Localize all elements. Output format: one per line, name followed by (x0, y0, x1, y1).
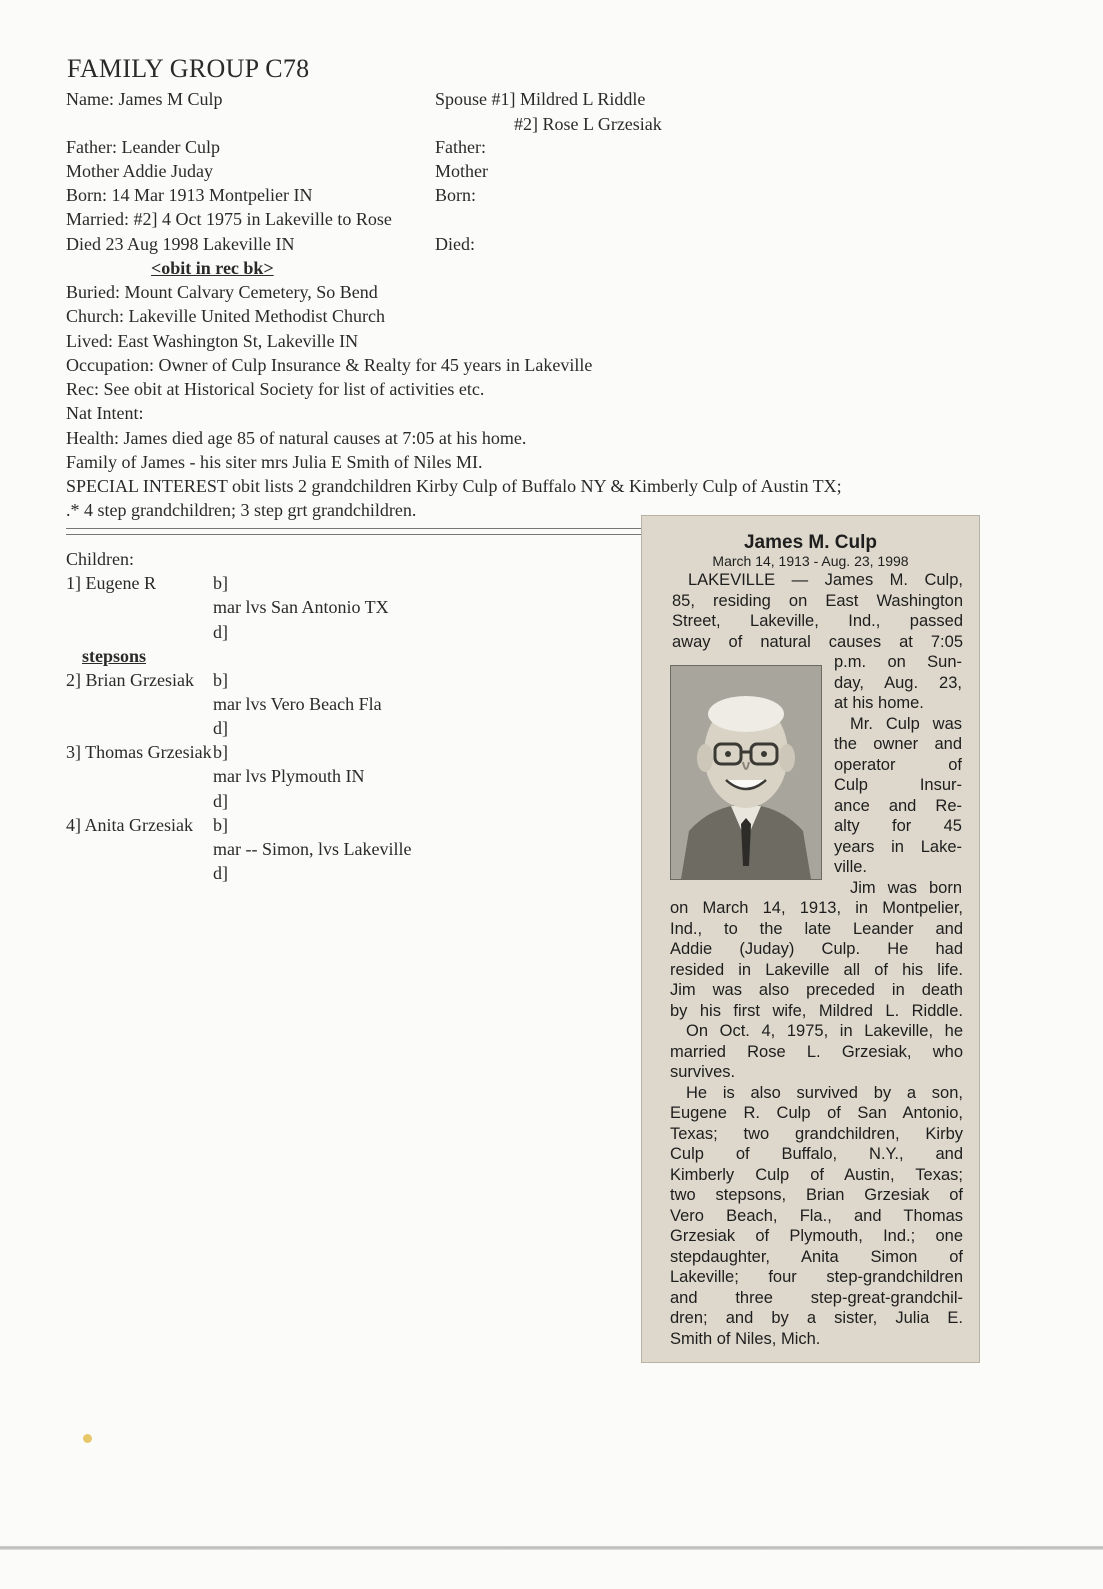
child-1-married: mar lvs San Antonio TX (213, 597, 389, 617)
side-line: alty for 45 (834, 817, 962, 835)
body-line: Texas; two grandchildren, Kirby (670, 1124, 963, 1143)
body-line: survives. (670, 1063, 736, 1081)
side-line: ance and Re- (834, 796, 962, 815)
child-3-died: d] (213, 791, 228, 811)
paper-speck (83, 1434, 92, 1443)
portrait-photo (670, 665, 822, 880)
husband-family-of: Family of James - his siter mrs Julia E Smith of Niles MI. (66, 452, 483, 472)
body-line: and three step-great-grandchil- (670, 1288, 963, 1307)
side-line: Jim was born (850, 878, 962, 897)
husband-mother: Mother Addie Juday (66, 161, 213, 181)
body-line: two stepsons, Brian Grzesiak of (670, 1186, 963, 1204)
side-line: at his home. (834, 694, 924, 712)
child-4-name: 4] Anita Grzesiak (66, 815, 193, 835)
spouse-mother: Mother (435, 161, 488, 181)
body-line: stepdaughter, Anita Simon of (670, 1247, 963, 1266)
child-3-name: 3] Thomas Grzesiak (66, 742, 212, 762)
side-line: operator of (834, 755, 962, 774)
obituary-clipping (641, 515, 980, 1363)
child-3-born: b] (213, 742, 228, 762)
body-line: by his first wife, Mildred L. Riddle. (670, 1001, 963, 1020)
section-divider (66, 528, 646, 535)
child-1-name: 1] Eugene R (66, 573, 156, 593)
obituary-dates: March 14, 1913 - Aug. 23, 1998 (712, 553, 909, 569)
page-title: FAMILY GROUP C78 (67, 54, 310, 83)
husband-lived: Lived: East Washington St, Lakeville IN (66, 331, 359, 351)
side-line: the owner and (834, 735, 962, 753)
husband-father: Father: Leander Culp (66, 137, 220, 157)
full-line: LAKEVILLE — James M. Culp, (688, 571, 963, 589)
body-line: Vero Beach, Fla., and Thomas (670, 1206, 963, 1225)
body-line: Grzesiak of Plymouth, Ind.; one (670, 1227, 963, 1245)
husband-born: Born: 14 Mar 1913 Montpelier IN (66, 185, 313, 205)
scan-edge (0, 1546, 1103, 1550)
husband-married: Married: #2] 4 Oct 1975 in Lakeville to Rose (66, 209, 392, 229)
body-line: Kimberly Culp of Austin, Texas; (670, 1165, 963, 1184)
body-line: Lakeville; four step-grandchildren (670, 1268, 963, 1286)
obituary-headline: James M. Culp (743, 532, 878, 553)
children-heading: Children: (66, 549, 134, 569)
body-line: Culp of Buffalo, N.Y., and (670, 1145, 963, 1163)
side-line: day, Aug. 23, (834, 673, 962, 692)
body-line: Addie (Juday) Culp. He had (670, 940, 963, 958)
husband-died: Died 23 Aug 1998 Lakeville IN (66, 234, 295, 254)
spouse-died: Died: (435, 234, 475, 254)
full-line: away of natural causes at 7:05 (672, 632, 963, 651)
body-line: dren; and by a sister, Julia E. (670, 1309, 963, 1327)
side-line: years in Lake- (834, 837, 962, 856)
special-interest-2: .* 4 step grandchildren; 3 step grt grandchildren. (66, 500, 417, 520)
side-line: Mr. Culp was (850, 714, 962, 733)
husband-church: Church: Lakeville United Methodist Church (66, 306, 385, 326)
obit-note: <obit in rec bk> (151, 258, 274, 278)
child-1-born: b] (213, 573, 228, 593)
husband-health: Health: James died age 85 of natural causes at 7:05 at his home. (66, 428, 527, 448)
body-line: He is also survived by a son, (686, 1083, 963, 1102)
child-4-died: d] (213, 863, 228, 883)
body-line: On Oct. 4, 1975, in Lakeville, he (686, 1022, 963, 1040)
body-line: Eugene R. Culp of San Antonio, (670, 1104, 963, 1122)
body-line: Jim was also preceded in death (670, 981, 963, 999)
child-2-married: mar lvs Vero Beach Fla (213, 694, 382, 714)
body-line: married Rose L. Grzesiak, who (670, 1042, 963, 1061)
side-line: p.m. on Sun- (834, 653, 962, 671)
husband-name: Name: James M Culp (66, 89, 223, 109)
spouse-2: #2] Rose L Grzesiak (514, 114, 662, 134)
husband-occupation: Occupation: Owner of Culp Insurance & Realty for 45 years in Lakeville (66, 355, 593, 375)
child-4-married: mar -- Simon, lvs Lakeville (213, 839, 412, 859)
child-1-died: d] (213, 622, 228, 642)
husband-nat-intent: Nat Intent: (66, 403, 144, 423)
side-line: Culp Insur- (834, 776, 962, 794)
full-line: Street, Lakeville, Ind., passed (672, 612, 963, 630)
child-3-married: mar lvs Plymouth IN (213, 766, 365, 786)
body-line: on March 14, 1913, in Montpelier, (670, 899, 963, 917)
spouse-father: Father: (435, 137, 486, 157)
special-interest: SPECIAL INTEREST obit lists 2 grandchildren Kirby Culp of Buffalo NY & Kimberly Culp of Austin TX; (66, 476, 842, 496)
full-line: 85, residing on East Washington (672, 591, 963, 610)
portrait-image (671, 666, 821, 879)
spouse-1: Spouse #1] Mildred L Riddle (435, 89, 646, 109)
side-line: ville. (834, 858, 868, 876)
spouse-born: Born: (435, 185, 477, 205)
stepsons-label: stepsons (82, 646, 147, 666)
child-2-died: d] (213, 718, 228, 738)
body-line: Smith of Niles, Mich. (670, 1329, 821, 1348)
body-line: Ind., to the late Leander and (670, 919, 963, 938)
child-2-name: 2] Brian Grzesiak (66, 670, 194, 690)
child-4-born: b] (213, 815, 228, 835)
husband-buried: Buried: Mount Calvary Cemetery, So Bend (66, 282, 378, 302)
husband-rec: Rec: See obit at Historical Society for list of activities etc. (66, 379, 485, 399)
body-line: resided in Lakeville all of his life. (670, 960, 963, 979)
child-2-born: b] (213, 670, 228, 690)
